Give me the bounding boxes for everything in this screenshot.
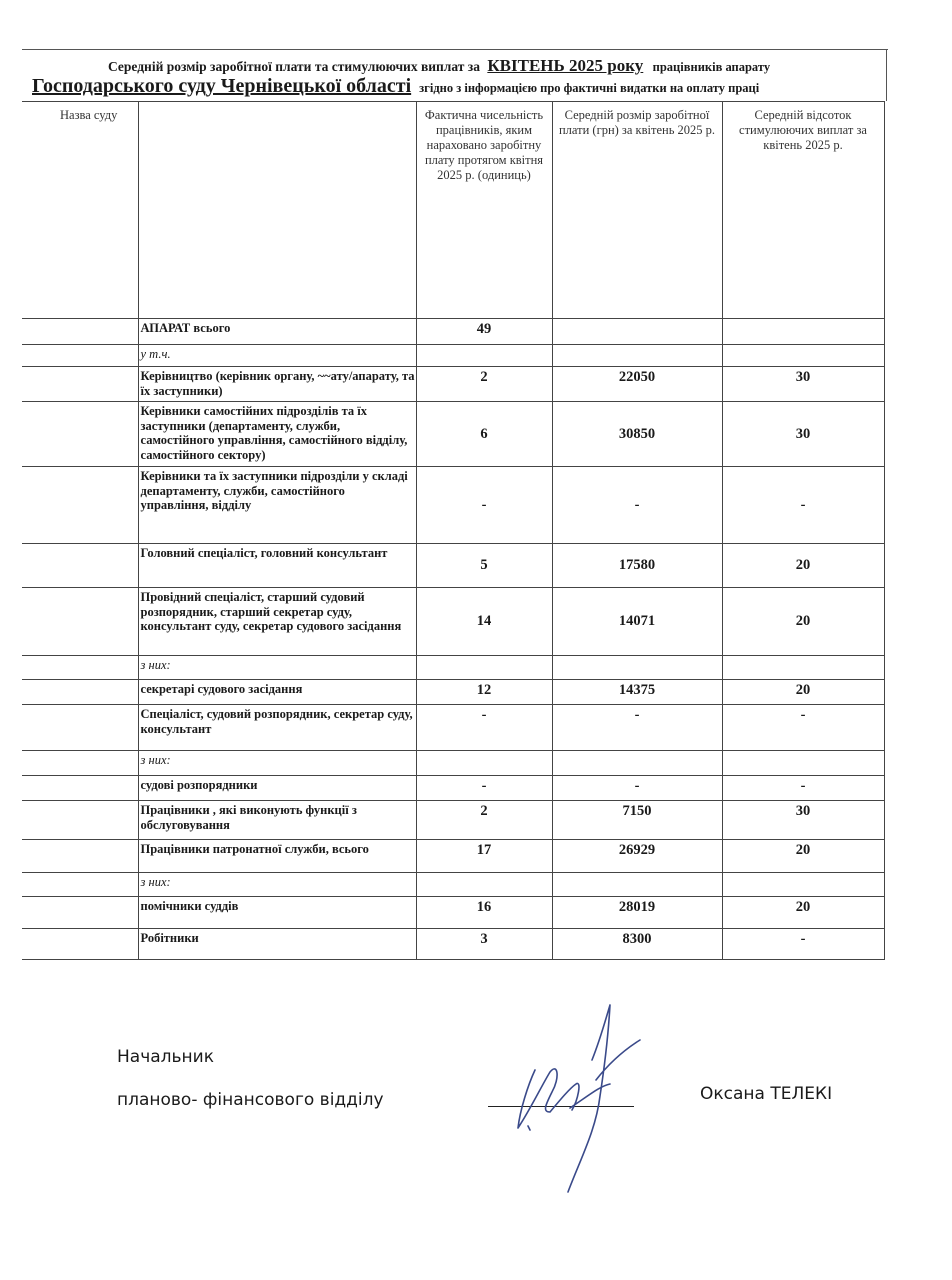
row-avg-percent: -: [722, 467, 884, 544]
row-count: 6: [416, 402, 552, 467]
row-count: 3: [416, 929, 552, 960]
table-row: [22, 656, 884, 680]
row-blank-cell: [22, 751, 138, 776]
row-blank-cell: [22, 929, 138, 960]
row-blank-cell: [22, 656, 138, 680]
row-blank-cell: [22, 367, 138, 402]
row-avg-salary: 28019: [552, 897, 722, 929]
row-blank-cell: [22, 801, 138, 840]
table-row: [22, 402, 884, 467]
row-blank-cell: [22, 345, 138, 367]
row-label: Працівники , які виконують функції з обслуговування: [138, 801, 416, 840]
col-header-count: Фактична чисельність працівників, яким нараховано заробітну плату протягом квітня 2025 р. (одиниць): [416, 102, 552, 319]
row-count: 5: [416, 544, 552, 588]
row-label: Керівництво (керівник органу, ~~ату/апарату, та їх заступники): [138, 367, 416, 402]
table-row: [22, 801, 884, 840]
row-count: -: [416, 705, 552, 751]
col-header-name: Назва суду: [60, 108, 118, 122]
row-count: [416, 751, 552, 776]
row-count: [416, 873, 552, 897]
row-label: Працівники патронатної служби, всього: [138, 840, 416, 873]
row-avg-percent: 20: [722, 897, 884, 929]
row-avg-percent: -: [722, 776, 884, 801]
col-header-avg-salary: Середній розмір заробітної плати (грн) за квітень 2025 р.: [552, 102, 722, 319]
row-count: -: [416, 467, 552, 544]
header-top-border: [22, 49, 888, 50]
header-right-border: [886, 49, 887, 101]
row-blank-cell: [22, 776, 138, 801]
row-label: Робітники: [138, 929, 416, 960]
row-count: 2: [416, 801, 552, 840]
row-label: судові розпорядники: [138, 776, 416, 801]
row-avg-percent: 20: [722, 544, 884, 588]
table-header-row: [22, 102, 884, 319]
row-avg-salary: 7150: [552, 801, 722, 840]
row-label: Керівники та їх заступники підрозділи у складі департаменту, служби, самостійного управління, відділу: [138, 467, 416, 544]
table-row: [22, 873, 884, 897]
col-header-avg-percent: Середній відсоток стимулюючих виплат за квітень 2025 р.: [722, 102, 884, 319]
row-avg-percent: [722, 751, 884, 776]
court-name: Господарського суду Чернівецької області: [32, 75, 412, 97]
row-avg-salary: 8300: [552, 929, 722, 960]
row-avg-salary: 14375: [552, 680, 722, 705]
row-label: секретарі судового засідання: [138, 680, 416, 705]
row-blank-cell: [22, 588, 138, 656]
table-row: [22, 467, 884, 544]
row-avg-salary: 14071: [552, 588, 722, 656]
row-label: у т.ч.: [138, 345, 416, 367]
title-suffix: працівників апарату: [652, 60, 771, 74]
row-blank-cell: [22, 319, 138, 345]
table-row: [22, 680, 884, 705]
row-count: 14: [416, 588, 552, 656]
row-avg-percent: 20: [722, 680, 884, 705]
table-row: [22, 840, 884, 873]
row-avg-percent: 20: [722, 588, 884, 656]
row-avg-salary: -: [552, 467, 722, 544]
row-avg-percent: 30: [722, 367, 884, 402]
row-count: 17: [416, 840, 552, 873]
row-avg-salary: -: [552, 776, 722, 801]
row-count: [416, 656, 552, 680]
table-row: [22, 345, 884, 367]
row-avg-salary: [552, 345, 722, 367]
report-title-line2: [32, 75, 759, 98]
row-blank-cell: [22, 680, 138, 705]
row-label: Керівники самостійних підрозділів та їх заступники (департаменту, служби, самостійного управління, самостійного відділу, самостійного сектору): [138, 402, 416, 467]
table-row: [22, 705, 884, 751]
table-row: [22, 367, 884, 402]
report-title-line1: [108, 56, 770, 76]
row-count: 16: [416, 897, 552, 929]
row-avg-salary: 22050: [552, 367, 722, 402]
row-avg-salary: [552, 319, 722, 345]
row-blank-cell: [22, 467, 138, 544]
title-prefix: Середній розмір заробітної плати та стимулюючих виплат за: [108, 59, 480, 74]
row-avg-salary: [552, 656, 722, 680]
row-avg-percent: [722, 319, 884, 345]
row-avg-salary: [552, 751, 722, 776]
table-row: [22, 929, 884, 960]
row-label: з них:: [138, 751, 416, 776]
row-avg-percent: 30: [722, 402, 884, 467]
salary-table: [22, 101, 885, 960]
row-count: -: [416, 776, 552, 801]
row-blank-cell: [22, 544, 138, 588]
row-blank-cell: [22, 840, 138, 873]
title-period: КВІТЕНЬ 2025 року: [487, 56, 644, 75]
row-count: 2: [416, 367, 552, 402]
table-row: [22, 588, 884, 656]
handwritten-signature: [500, 1000, 660, 1200]
row-label: помічники суддів: [138, 897, 416, 929]
row-avg-salary: 26929: [552, 840, 722, 873]
row-blank-cell: [22, 705, 138, 751]
row-avg-salary: [552, 873, 722, 897]
signer-title-line2: планово- фінансового відділу: [117, 1090, 384, 1110]
row-avg-salary: -: [552, 705, 722, 751]
signer-name: Оксана ТЕЛЕКІ: [700, 1084, 833, 1104]
row-avg-salary: 30850: [552, 402, 722, 467]
row-label: Провідний спеціаліст, старший судовий розпорядник, старший секретар суду, консультант суду, секретар судового засідання: [138, 588, 416, 656]
row-label: Спеціаліст, судовий розпорядник, секретар суду, консультант: [138, 705, 416, 751]
row-avg-percent: [722, 656, 884, 680]
row-blank-cell: [22, 873, 138, 897]
table-row: [22, 751, 884, 776]
row-label: з них:: [138, 656, 416, 680]
row-avg-salary: 17580: [552, 544, 722, 588]
row-label: з них:: [138, 873, 416, 897]
row-avg-percent: [722, 345, 884, 367]
table-row: [22, 776, 884, 801]
row-count: 12: [416, 680, 552, 705]
row-label: АПАРАТ всього: [138, 319, 416, 345]
row-count: 49: [416, 319, 552, 345]
row-count: [416, 345, 552, 367]
row-avg-percent: [722, 873, 884, 897]
table-row: [22, 897, 884, 929]
table-row: [22, 544, 884, 588]
row-avg-percent: -: [722, 929, 884, 960]
row-blank-cell: [22, 897, 138, 929]
table-row: [22, 319, 884, 345]
row-avg-percent: 30: [722, 801, 884, 840]
title-line2-suffix: згідно з інформацією про фактичні видатки на оплату праці: [419, 81, 760, 95]
signer-title-line1: Начальник: [117, 1047, 214, 1067]
row-avg-percent: -: [722, 705, 884, 751]
row-label: Головний спеціаліст, головний консультант: [138, 544, 416, 588]
row-avg-percent: 20: [722, 840, 884, 873]
row-blank-cell: [22, 402, 138, 467]
